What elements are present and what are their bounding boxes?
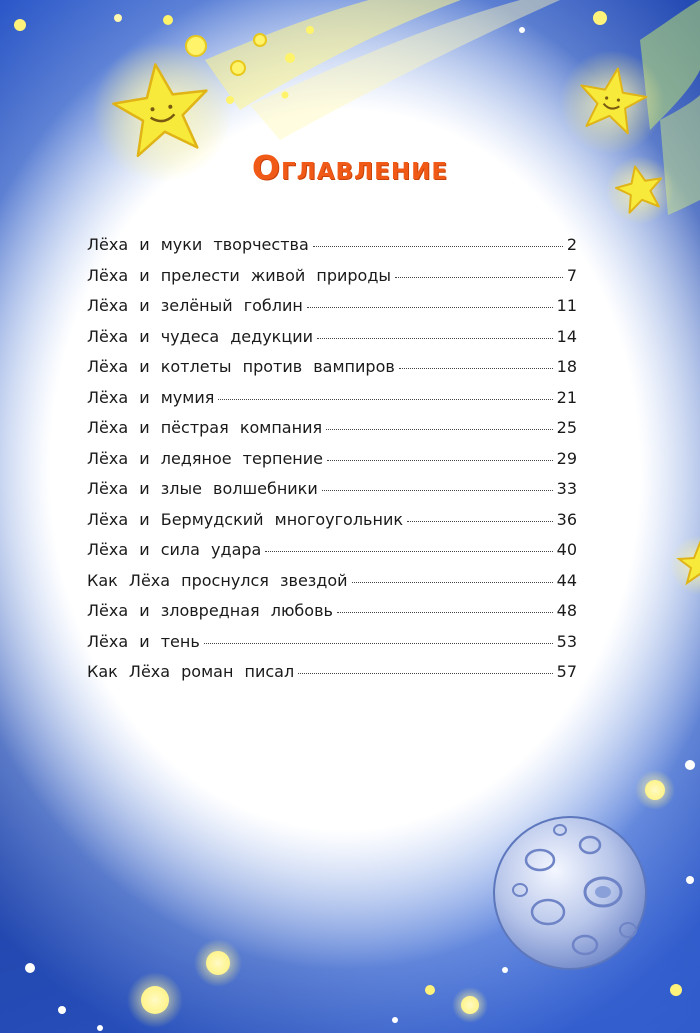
toc-entry-page-number: 14 [556,326,577,346]
toc-entry-page-number: 57 [556,662,577,681]
dot-leader [313,246,563,247]
toc-entry [87,418,577,449]
dot-leader [337,612,553,613]
toc-entry-title: Лёха и ледяное терпение [87,448,323,468]
dot-leader [322,490,553,491]
toc-entry-page-number: 18 [556,357,577,376]
toc-entry-page-number: 40 [556,540,577,559]
toc-entry-title: Лёха и пёстрая компания [87,418,323,437]
toc-entry-page-number: 25 [556,418,577,437]
toc-entry-title: Лёха и чудеса дедукции [87,326,314,346]
dot-leader [218,399,552,400]
toc-entry-title: Лёха и тень [87,631,200,651]
page-title: Оглавление [251,148,449,187]
dot-leader [204,643,553,644]
dot-leader [395,277,563,278]
toc-entry-page-number: 11 [556,296,577,315]
toc-entry [87,296,577,327]
toc-entry-page-number: 36 [556,509,577,529]
dot-leader [327,460,553,461]
toc-entry [87,327,577,358]
toc-entry-title: Лёха и зловредная любовь [87,601,333,620]
toc-entry-title: Лёха и муки творчества [87,235,309,254]
dot-leader [298,673,552,674]
dot-leader [317,338,553,339]
toc-entry [87,571,577,602]
toc-entry-title: Лёха и мумия [87,387,215,407]
toc-entry [87,266,577,297]
toc-entry [87,449,577,480]
toc-entry-title: Лёха и сила удара [87,540,262,559]
dot-leader [307,307,553,308]
dot-leader [326,429,553,430]
toc-entry-page-number: 2 [566,235,577,254]
toc-entry-title: Как Лёха роман писал [87,662,295,681]
toc-entry-title: Лёха и злые волшебники [87,479,318,498]
toc-entry [87,357,577,388]
toc-entry [87,632,577,663]
toc-entry-title: Лёха и котлеты против вампиров [87,357,395,376]
table-of-contents [87,235,577,693]
toc-entry-title: Лёха и прелести живой природы [87,265,392,285]
toc-entry [87,601,577,632]
dot-leader [407,521,553,522]
toc-entry-page-number: 7 [566,265,577,285]
dot-leader [352,582,553,583]
toc-entry-page-number: 29 [556,448,577,468]
toc-entry-page-number: 44 [556,570,577,590]
moon-icon [494,817,646,969]
toc-entry-title: Лёха и Бермудский многоугольник [87,509,403,529]
toc-entry-page-number: 33 [556,479,577,498]
star-icon [670,535,700,595]
toc-entry [87,510,577,541]
toc-entry [87,540,577,571]
dot-leader [265,551,552,552]
toc-entry-page-number: 53 [556,631,577,651]
toc-entry [87,479,577,510]
toc-entry-page-number: 48 [556,601,577,620]
toc-entry-title: Лёха и зелёный гоблин [87,296,303,315]
toc-entry [87,235,577,266]
dot-leader [399,368,553,369]
toc-entry-title: Как Лёха проснулся звездой [87,570,348,590]
toc-entry-page-number: 21 [556,387,577,407]
toc-entry [87,662,577,693]
toc-entry [87,388,577,419]
